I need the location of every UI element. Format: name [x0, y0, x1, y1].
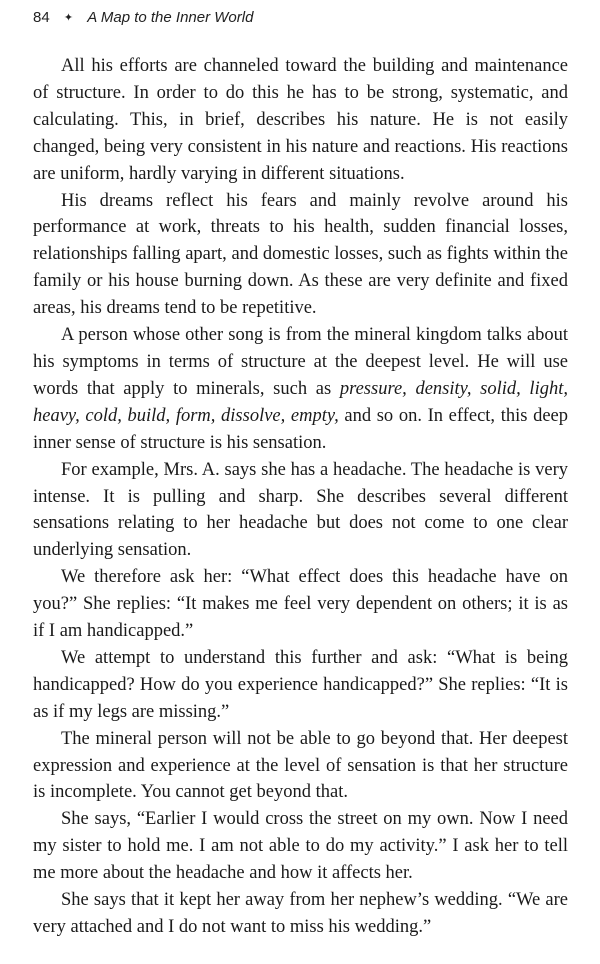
paragraph: For example, Mrs. A. says she has a headache. The headache is very intense. It is pulling and sharp. She describes several different sensations relating to her headache but does not come to one clear underlying sensation. — [33, 459, 568, 561]
paragraph-text: and so on. In effect, this deep inner sense of structure is his sensation. — [33, 405, 568, 453]
italic-word-list: pressure, density, solid, light, heavy, cold, build, form, dissolve, empty, — [33, 378, 568, 426]
paragraph: She says that it kept her away from her nephew’s wedding. “We are very attached and I do not want to miss his wedding.” — [33, 890, 568, 937]
ornament-icon: ✦ — [63, 12, 74, 24]
paragraph: We therefore ask her: “What effect does this headache have on you?” She replies: “It makes me feel very dependent on others; it is as if I am handicapped.” — [33, 567, 568, 642]
paragraph: The mineral person will not be able to go beyond that. Her deepest expression and experience at the level of sensation is that her structure is incomplete. You cannot get beyond that. — [33, 728, 568, 803]
paragraph: His dreams reflect his fears and mainly revolve around his performance at work, threats to his health, sudden financial losses, relationships falling apart, and domestic losses, such as fights within the family or his house burning down. As these are very definite and fixed areas, his dreams tend to be repetitive. — [33, 190, 568, 319]
page-number: 84 — [33, 9, 50, 26]
paragraph: All his efforts are channeled toward the building and maintenance of structure. In order to do this he has to be strong, systematic, and calculating. This, in brief, describes his nature. He is not easily changed, being very consistent in his nature and reactions. His reactions are uniform, hardly varying in different situations. — [33, 56, 568, 184]
book-title: A Map to the Inner World — [87, 9, 254, 26]
paragraph: She says, “Earlier I would cross the street on my own. Now I need my sister to hold me. I am not able to do my activity.” I ask her to tell me more about the headache and how it affects her. — [33, 809, 568, 884]
paragraph: We attempt to understand this further and ask: “What is being handicapped? How do you experience handicapped?” She replies: “It is as if my legs are missing.” — [33, 647, 568, 722]
body-text — [33, 53, 568, 941]
paragraph-text: A person whose other song is from the mineral kingdom talks about his symptoms in terms of structure at the deepest level. He will use words that apply to minerals, such as — [33, 325, 568, 399]
paragraph — [33, 322, 568, 457]
running-header — [33, 9, 253, 26]
